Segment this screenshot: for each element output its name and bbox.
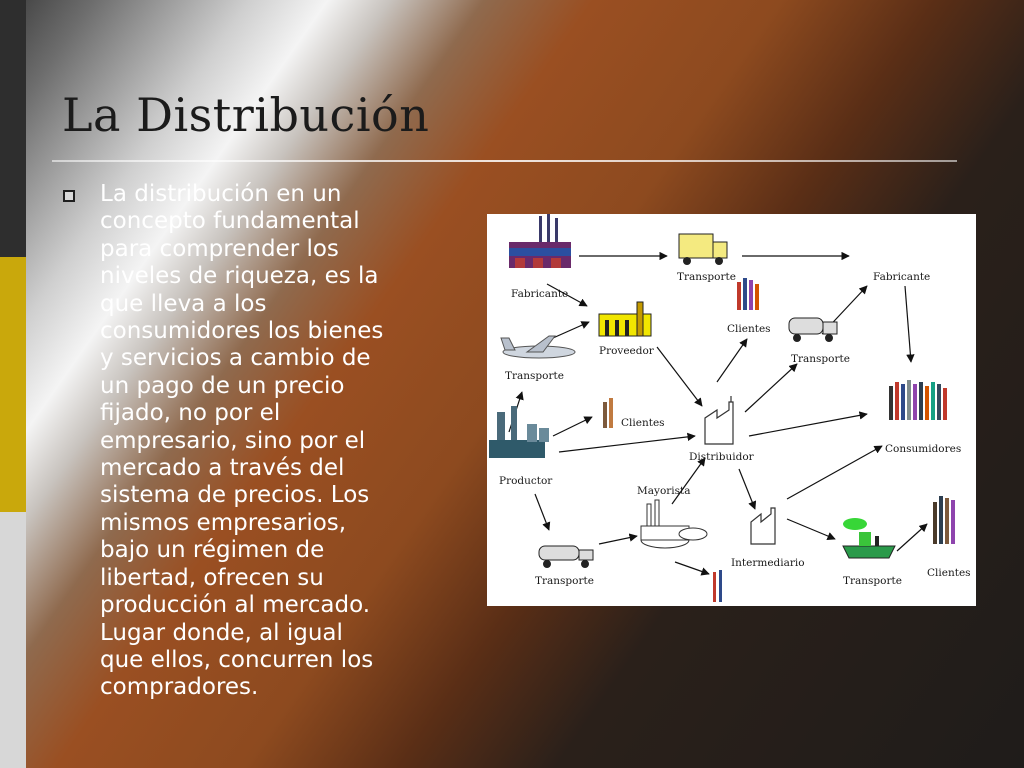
- arrow-transporte-mayorista: [599, 536, 637, 544]
- arrow-proveedor-distribuidor: [657, 347, 702, 406]
- tanker-truck-icon: [539, 546, 593, 568]
- arrow-mayorista-distribuidor: [672, 458, 705, 504]
- arrow-productor-transporte-bottom: [535, 494, 549, 530]
- label-clientes-top: Clientes: [727, 323, 771, 335]
- label-productor: Productor: [499, 475, 553, 487]
- label-fabricante-left: Fabricante: [511, 288, 569, 300]
- label-transporte-truck-right: Transporte: [791, 353, 850, 365]
- factory-outline-icon: [705, 396, 733, 444]
- label-mayorista: Mayorista: [637, 485, 691, 497]
- arrow-transporte-proveedor: [553, 322, 589, 338]
- people-icon: [713, 570, 722, 602]
- airplane-icon: [501, 336, 575, 358]
- arrow-fabricante-consumidores: [905, 286, 911, 362]
- title-divider: [52, 160, 957, 162]
- factory-outline-icon: [751, 508, 775, 544]
- slide-title: La Distribución: [62, 88, 430, 142]
- arrow-distribuidor-consumidores: [749, 414, 867, 436]
- left-accent-strip-light: [0, 512, 26, 768]
- truck-icon: [679, 234, 727, 265]
- warehouse-icon: [599, 302, 651, 336]
- factory-icon: [509, 214, 571, 268]
- arrow-productor-clientes: [553, 417, 592, 436]
- label-clientes-bottom: Clientes: [927, 567, 971, 579]
- label-transporte-plane: Transporte: [505, 370, 564, 382]
- bullet-square-icon: [63, 190, 75, 202]
- label-proveedor: Proveedor: [599, 345, 654, 357]
- left-accent-strip-dark: [0, 0, 26, 257]
- plant-icon: [489, 406, 549, 458]
- label-consumidores: Consumidores: [885, 443, 962, 455]
- label-distribuidor: Distribuidor: [689, 451, 754, 463]
- arrow-distribuidor-clientes-top: [717, 339, 747, 382]
- arrow-distribuidor-intermediario: [739, 469, 755, 509]
- people-icon: [933, 496, 955, 544]
- label-clientes-mid: Clientes: [621, 417, 665, 429]
- body-paragraph: La distribución en un concepto fundamental para comprender los niveles de riqueza, es la que lleva a los consumidores los bienes y servicios a cambio de un pago de un precio fijado, no por el empresario, sino por el mercado a través del sistema de precios. Los mismos empresarios, bajo un régimen de libertad, ofrecen su producción al mercado. Lugar donde, al igual que ellos, concurren los compradores.: [100, 181, 384, 701]
- left-accent-strip-gold: [0, 257, 26, 512]
- label-transporte-bottom-left: Transporte: [535, 575, 594, 587]
- storage-tanks-icon: [641, 500, 707, 548]
- people-icon: [737, 278, 759, 310]
- label-transporte-ship: Transporte: [843, 575, 902, 587]
- arrow-distribuidor-transporte: [745, 364, 797, 412]
- people-icon: [603, 398, 613, 428]
- arrow-intermediario-transporte: [787, 519, 835, 539]
- tanker-truck-icon: [789, 318, 837, 342]
- crowd-icon: [889, 380, 947, 420]
- arrow-productor-distribuidor: [559, 436, 695, 452]
- ship-icon: [843, 518, 895, 558]
- distribution-diagram: [487, 214, 976, 606]
- arrow-mayorista-clientes: [675, 562, 709, 574]
- label-fabricante-right: Fabricante: [873, 271, 931, 283]
- arrow-intermediario-consumidores: [787, 446, 882, 499]
- label-transporte-top: Transporte: [677, 271, 736, 283]
- arrow-transporte-clientes: [897, 524, 927, 551]
- label-intermediario: Intermediario: [731, 557, 805, 569]
